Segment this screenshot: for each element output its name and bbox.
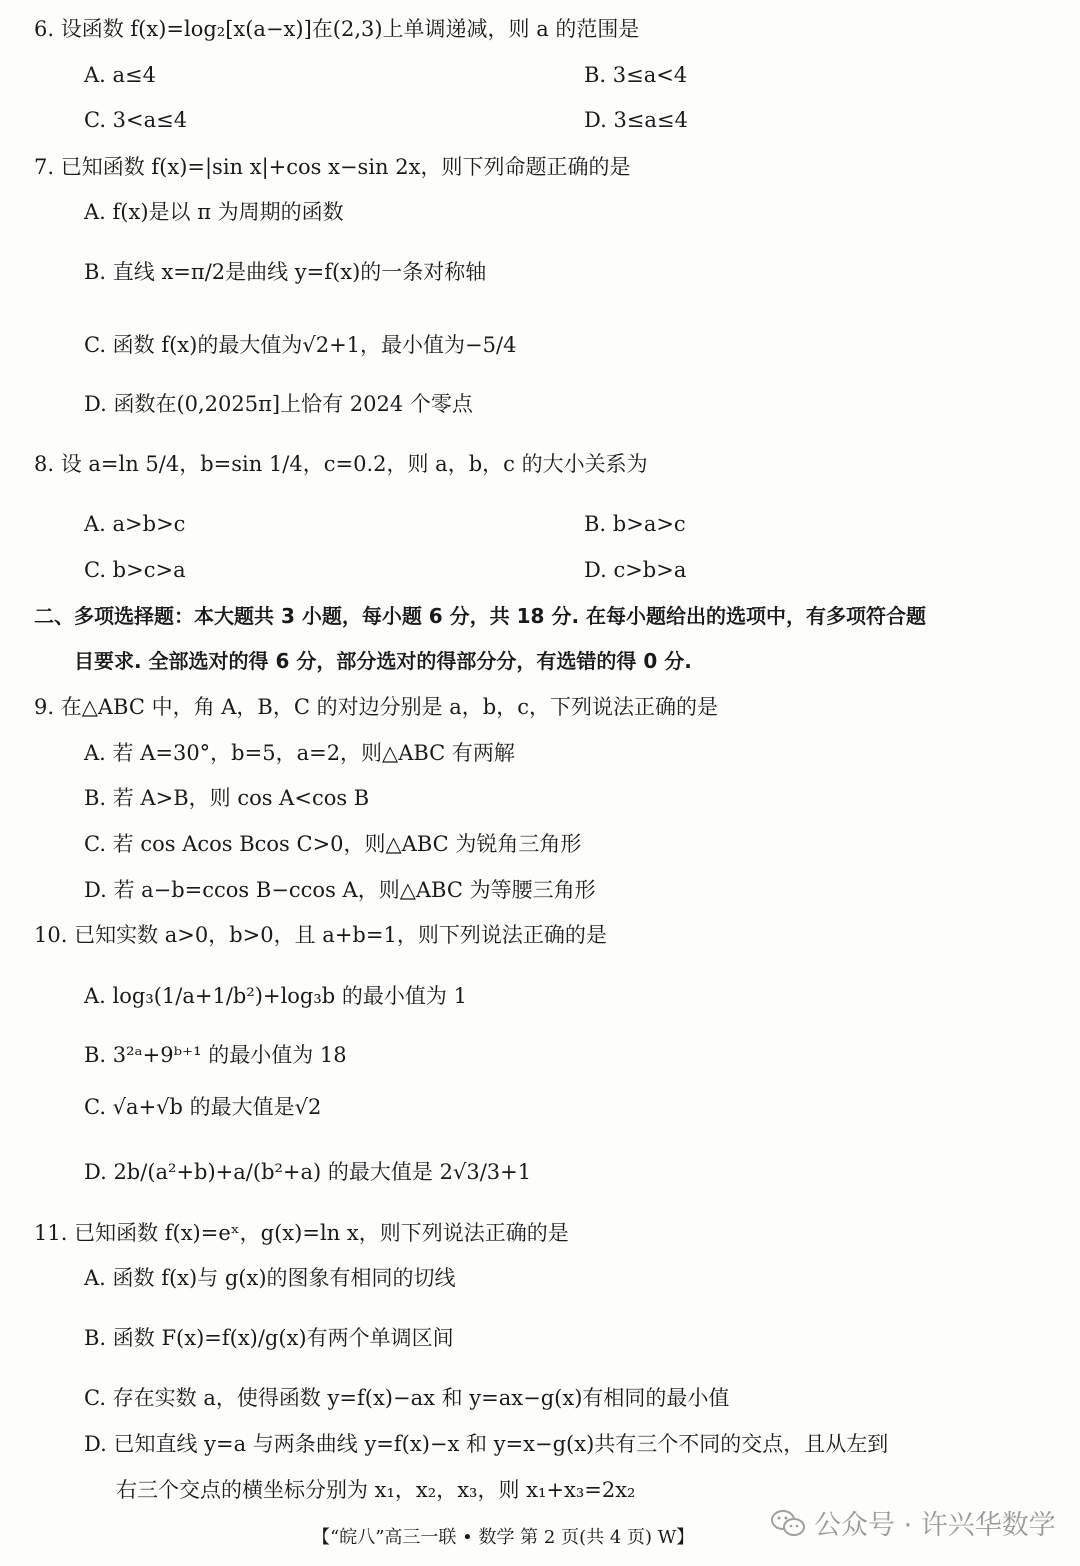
q11-option-d: D. 已知直线 y=a 与两条曲线 y=f(x)−x 和 y=x−g(x)共有三个不同的交点，且从左到 bbox=[84, 1432, 889, 1456]
q6-option-b: B. 3≤a<4 bbox=[584, 63, 688, 87]
q7-stem: 7. 已知函数 f(x)=|sin x|+cos x−sin 2x，则下列命题正确的是 bbox=[34, 155, 631, 179]
q10-option-d: D. 2b/(a²+b)+a/(b²+a) 的最大值是 2√3/3+1 bbox=[84, 1160, 532, 1184]
q6-option-a: A. a≤4 bbox=[84, 63, 156, 87]
q11-option-b: B. 函数 F(x)=f(x)/g(x)有两个单调区间 bbox=[84, 1326, 454, 1350]
q10-stem: 10. 已知实数 a>0，b>0，且 a+b=1，则下列说法正确的是 bbox=[34, 923, 607, 947]
q10-option-b: B. 3²ᵃ+9ᵇ⁺¹ 的最小值为 18 bbox=[84, 1043, 347, 1067]
watermark-text: 公众号 · 许兴华数学 bbox=[814, 1510, 1056, 1541]
wechat-icon bbox=[770, 1508, 806, 1538]
q9-option-b: B. 若 A>B，则 cos A<cos B bbox=[84, 786, 370, 810]
section-2-heading: 二、多项选择题：本大题共 3 小题，每小题 6 分，共 18 分. 在每小题给出的选项中，有多项符合题 bbox=[34, 604, 927, 628]
q7-option-a: A. f(x)是以 π 为周期的函数 bbox=[84, 200, 344, 224]
q6-option-d: D. 3≤a≤4 bbox=[584, 108, 688, 132]
q8-stem: 8. 设 a=ln 5/4，b=sin 1/4，c=0.2，则 a，b，c 的大小关系为 bbox=[34, 452, 648, 476]
q8-option-b: B. b>a>c bbox=[584, 512, 686, 536]
q7-option-c: C. 函数 f(x)的最大值为√2+1，最小值为−5/4 bbox=[84, 333, 517, 357]
q7-option-b: B. 直线 x=π/2是曲线 y=f(x)的一条对称轴 bbox=[84, 260, 487, 284]
q6-stem: 6. 设函数 f(x)=log₂[x(a−x)]在(2,3)上单调递减，则 a 的范围是 bbox=[34, 17, 640, 41]
q11-option-a: A. 函数 f(x)与 g(x)的图象有相同的切线 bbox=[84, 1266, 456, 1290]
q10-option-c: C. √a+√b 的最大值是√2 bbox=[84, 1095, 322, 1119]
section-2-heading-cont: 目要求. 全部选对的得 6 分，部分选对的得部分分，有选错的得 0 分. bbox=[74, 649, 692, 673]
q11-option-c: C. 存在实数 a，使得函数 y=f(x)−ax 和 y=ax−g(x)有相同的最小值 bbox=[84, 1386, 730, 1410]
q10-option-a: A. log₃(1/a+1/b²)+log₃b 的最小值为 1 bbox=[84, 984, 467, 1008]
q8-option-a: A. a>b>c bbox=[84, 512, 186, 536]
q11-stem: 11. 已知函数 f(x)=eˣ，g(x)=ln x，则下列说法正确的是 bbox=[34, 1221, 569, 1245]
page-footer: 【“皖八”高三一联 • 数学 第 2 页(共 4 页) W】 bbox=[312, 1527, 695, 1548]
q9-option-c: C. 若 cos Acos Bcos C>0，则△ABC 为锐角三角形 bbox=[84, 832, 582, 856]
q9-option-a: A. 若 A=30°，b=5，a=2，则△ABC 有两解 bbox=[84, 741, 515, 765]
q6-option-c: C. 3<a≤4 bbox=[84, 108, 188, 132]
q9-option-d: D. 若 a−b=ccos B−ccos A，则△ABC 为等腰三角形 bbox=[84, 878, 596, 902]
watermark bbox=[770, 1503, 1056, 1542]
q8-option-d: D. c>b>a bbox=[584, 558, 687, 582]
q9-stem: 9. 在△ABC 中，角 A，B，C 的对边分别是 a，b，c，下列说法正确的是 bbox=[34, 695, 719, 719]
q11-option-d-cont: 右三个交点的横坐标分别为 x₁，x₂，x₃，则 x₁+x₃=2x₂ bbox=[116, 1478, 636, 1502]
q7-option-d: D. 函数在(0,2025π]上恰有 2024 个零点 bbox=[84, 392, 473, 416]
q8-option-c: C. b>c>a bbox=[84, 558, 186, 582]
